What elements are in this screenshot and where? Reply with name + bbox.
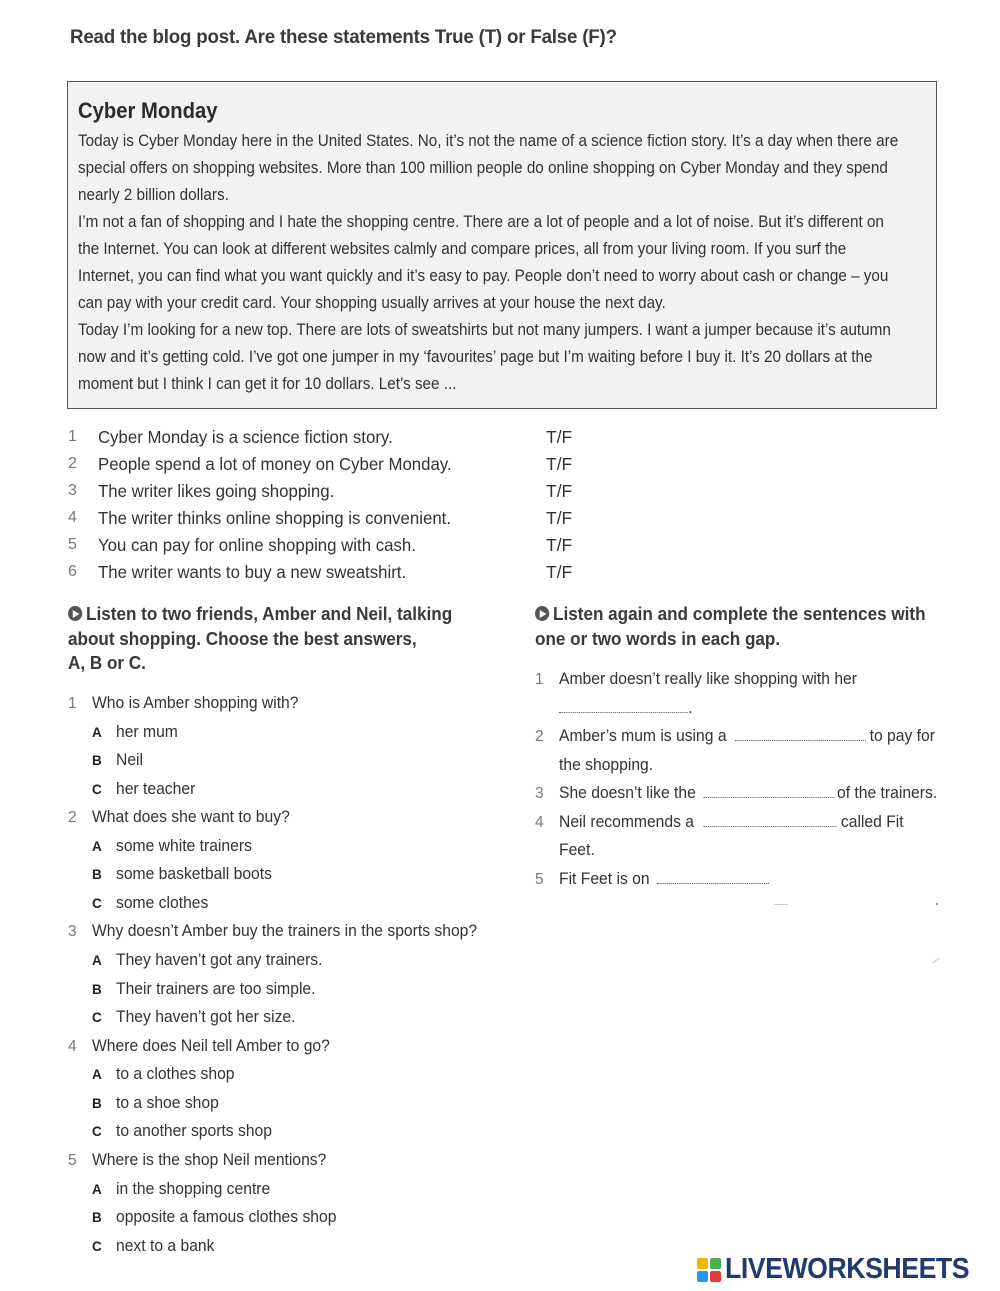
tf-answer-field[interactable]: T/F: [546, 481, 573, 501]
blog-line: moment but I think I can get it for 10 dollars. Let’s see ...: [78, 375, 457, 393]
statement-text: You can pay for online shopping with cash.: [98, 535, 416, 555]
logo-blocks-icon: [697, 1258, 723, 1282]
blog-line: I’m not a fan of shopping and I hate the shopping centre. There are a lot of people and a lot of noise. But it’s different on: [78, 213, 884, 231]
gap-input[interactable]: [735, 729, 866, 741]
scan-mark: [932, 958, 939, 963]
tf-answer-field[interactable]: T/F: [546, 427, 573, 447]
blog-line: Internet, you can find what you want quickly and it’s easy to pay. People don’t need to worry about cash or change – you: [78, 267, 889, 285]
question-number: 4: [68, 1038, 77, 1055]
statement-number: 3: [68, 482, 77, 499]
listening-a-heading: Listen to two friends, Amber and Neil, talking about shopping. Choose the best answers, A, B or C.: [68, 604, 453, 673]
statement-text: The writer wants to buy a new sweatshirt.: [98, 562, 407, 582]
blog-line: nearly 2 billion dollars.: [78, 186, 229, 204]
tf-answer-field[interactable]: T/F: [546, 454, 573, 474]
logo-text: LIVEWORKSHEETS: [725, 1253, 970, 1285]
question-text: Who is Amber shopping with?: [92, 694, 299, 712]
statement-text: The writer thinks online shopping is convenient.: [98, 508, 452, 528]
statement-number: 1: [68, 428, 77, 445]
gap-input[interactable]: [703, 815, 836, 827]
blog-line: special offers on shopping websites. More than 100 million people do online shopping on Cyber Monday and they spend: [78, 159, 888, 177]
audio-play-icon[interactable]: [68, 606, 82, 621]
question-number: 5: [68, 1152, 77, 1169]
scan-mark: [936, 903, 938, 905]
statement-text: People spend a lot of money on Cyber Monday.: [98, 454, 452, 474]
blog-line: can pay with your credit card. Your shopping usually arrives at your house the next day.: [78, 294, 666, 312]
listening-b-heading: Listen again and complete the sentences with one or two words in each gap.: [535, 604, 926, 649]
question-number: 1: [68, 695, 77, 712]
scan-mark: [774, 904, 788, 905]
blog-line: now and it’s getting cold. I’ve got one jumper in my ‘favourites’ page but I’m waiting before I buy it. It’s 20 dollars at the: [78, 348, 873, 366]
statement-number: 4: [68, 509, 77, 526]
question-text: What does she want to buy?: [92, 808, 290, 826]
question-text: Where does Neil tell Amber to go?: [92, 1037, 330, 1055]
question-number: 3: [68, 923, 77, 940]
statement-text: The writer likes going shopping.: [98, 481, 335, 501]
audio-play-icon[interactable]: [535, 606, 549, 621]
question-text: Where is the shop Neil mentions?: [92, 1151, 327, 1169]
blog-title: Cyber Monday: [78, 98, 218, 123]
gap-input[interactable]: [703, 786, 834, 798]
statement-number: 5: [68, 536, 77, 553]
tf-answer-field[interactable]: T/F: [546, 535, 573, 555]
blog-line: the Internet. You can look at different websites calmly and compare prices, all from your living room. If you surf the: [78, 240, 847, 258]
gap-input[interactable]: [657, 872, 769, 884]
tf-answer-field[interactable]: T/F: [546, 562, 573, 582]
blog-line: Today I’m looking for a new top. There are lots of sweatshirts but not many jumpers. I want a jumper because it’s autumn: [78, 321, 891, 339]
statement-text: Cyber Monday is a science fiction story.: [98, 427, 393, 447]
blog-post-box: [67, 81, 937, 409]
tf-answer-field[interactable]: T/F: [546, 508, 573, 528]
instruction-heading: Read the blog post. Are these statements True (T) or False (F)?: [70, 26, 617, 48]
question-text: Why doesn’t Amber buy the trainers in the sports shop?: [92, 922, 478, 940]
blog-line: Today is Cyber Monday here in the United States. No, it’s not the name of a science fiction story. It’s a day when there are: [78, 132, 899, 150]
question-number: 2: [68, 809, 77, 826]
statement-number: 6: [68, 563, 77, 580]
statement-number: 2: [68, 455, 77, 472]
gap-input[interactable]: [559, 701, 688, 713]
